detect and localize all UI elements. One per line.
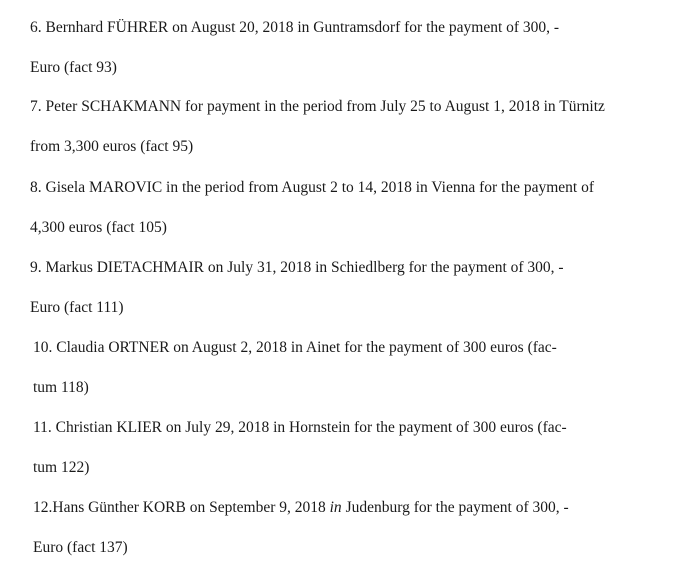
list-item xyxy=(30,168,594,248)
list-item xyxy=(33,328,557,408)
entry-line-1 xyxy=(33,488,569,528)
entry-text-italic: in xyxy=(329,499,342,516)
entry-text-before: 12.Hans Günther KORB on September 9, 2018 xyxy=(33,499,330,516)
entry-line-1: 11. Christian KLIER on July 29, 2018 in Hornstein for the payment of 300 euros (fac- xyxy=(33,419,567,436)
entry-line-2: 4,300 euros (fact 105) xyxy=(30,219,167,236)
list-item xyxy=(30,87,605,167)
list-item xyxy=(30,8,559,88)
entry-line-2: Euro (fact 137) xyxy=(33,539,128,556)
entry-line-1: 7. Peter SCHAKMANN for payment in the period from July 25 to August 1, 2018 in Türnitz xyxy=(30,98,605,115)
list-item xyxy=(30,248,564,328)
entry-line-1: 8. Gisela MAROVIC in the period from August 2 to 14, 2018 in Vienna for the payment of xyxy=(30,179,595,196)
entry-line-1: 6. Bernhard FÜHRER on August 20, 2018 in Guntramsdorf for the payment of 300, - xyxy=(30,19,560,36)
list-item xyxy=(33,408,567,488)
entry-line-2: tum 118) xyxy=(33,379,89,396)
list-item xyxy=(33,488,569,568)
entry-line-2: from 3,300 euros (fact 95) xyxy=(30,138,194,155)
entry-line-2: Euro (fact 111) xyxy=(30,299,124,316)
entry-line-2: Euro (fact 93) xyxy=(30,59,117,76)
entry-line-2: tum 122) xyxy=(33,459,90,476)
entry-text-after: Judenburg for the payment of 300, - xyxy=(341,499,569,516)
entry-line-1: 10. Claudia ORTNER on August 2, 2018 in Ainet for the payment of 300 euros (fac- xyxy=(33,339,557,356)
entry-line-1: 9. Markus DIETACHMAIR on July 31, 2018 in Schiedlberg for the payment of 300, - xyxy=(30,259,564,276)
